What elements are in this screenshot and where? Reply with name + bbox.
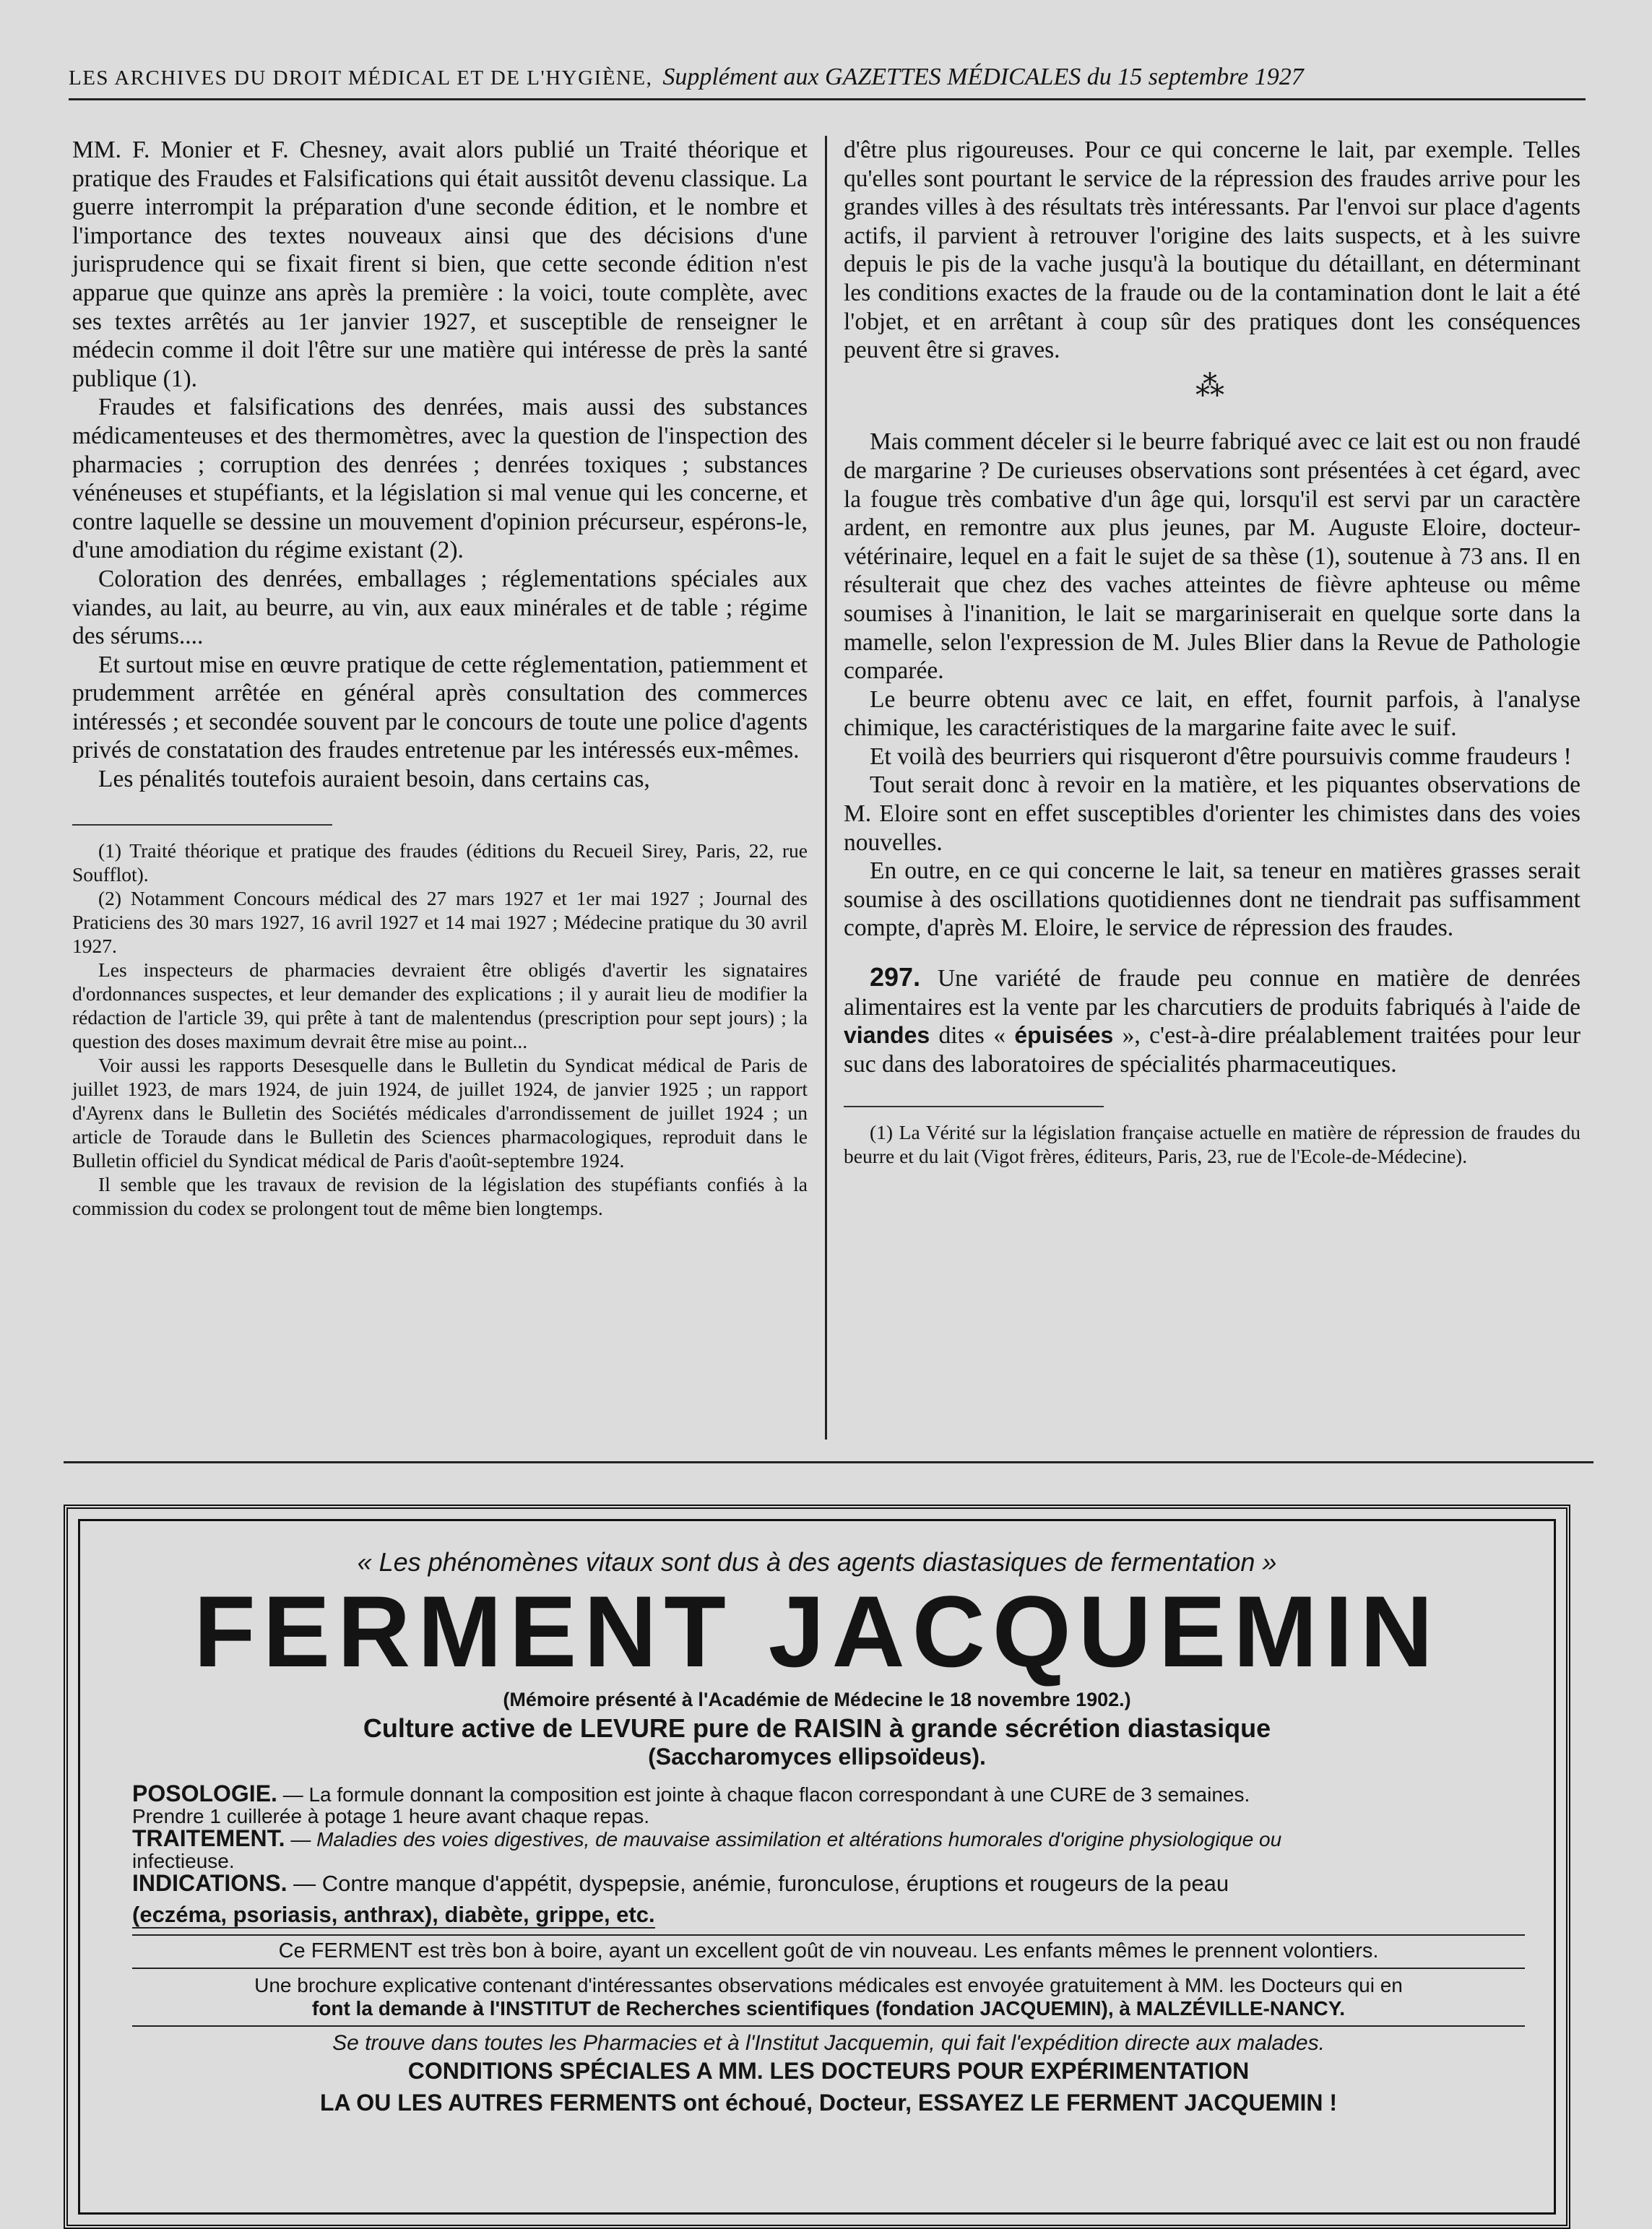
article-297-text-b: dites « [930,1022,1015,1049]
ad-brochure-2: font la demande à l'INSTITUT de Recherches scientifiques (fondation JACQUEMIN), à MALZÉVILLE-NANCY. [311,1997,1346,2020]
footnote-1: (1) Traité théorique et pratique des fraudes (éditions du Recueil Sirey, Paris, 22, rue Soufflot). [72,839,808,886]
ad-posologie [132,1780,1525,1806]
footnote-2-note-b: Voir aussi les rapports Desesquelle dans le Bulletin du Syndicat médical de Paris de juillet 1923, de mars 1924, de juin 1924, de juillet 1924, de janvier 1925 ; un rapport d'Ayrenx dans le Bulletin des Sociétés médicales d'arrondissement de juillet 1924 ; un article de Toraude dans le Bulletin des Sciences pharmacologiques, reproduit dans le Bulletin officiel du Syndicat médical de Paris d'août-septembre 1924. [72,1053,808,1172]
footnote-2-note-a: Les inspecteurs de pharmacies devraient être obligés d'avertir les signataires d'ordonnances suspectes, et leur demander des explications ; il y aurait lieu de modifier la rédaction de l'article 39, qui prête à tant de malentendus (prescription pour sept jours) ; la question des doses maximum devrait être mise au point... [72,958,808,1052]
article-297-text-c: », c'est-à-dire préalablement traitées pour leur suc dans des laboratoires de spécialités pharmaceutiques. [844,1022,1580,1078]
ad-posologie-2: Prendre 1 cuillerée à potage 1 heure avant chaque repas. [132,1805,650,1827]
left-footnotes [72,839,808,1220]
ad-taste-note: Ce FERMENT est très bon à boire, ayant un excellent goût de vin nouveau. Les enfants mêmes le prennent volontiers. [278,1939,1379,1962]
ad-pharmacies: Se trouve dans toutes les Pharmacies et à l'Institut Jacquemin, qui fait l'expédition directe aux malades. [332,2031,1325,2055]
section-separator: ⁂ [1195,369,1229,402]
page-rule [64,1461,1593,1463]
footnote-2-note-c: Il semble que les travaux de revision de la législation des stupéfiants confiés à la commission du codex se prolongent tout de même bien longtemps. [72,1172,808,1219]
ad-indications-2 [132,1904,1525,1926]
column-divider [825,136,827,1440]
posologie-label: POSOLOGIE. [132,1780,277,1806]
footnote-rule [72,824,332,826]
ad-final: LA OU LES AUTRES FERMENTS ont échoué, Docteur, ESSAYEZ LE FERMENT JACQUEMIN ! [319,2090,1338,2116]
supplement-title: Supplément aux GAZETTES MÉDICALES du 15 septembre 1927 [662,64,1304,90]
article-297 [844,963,1580,1078]
ad-divider-3 [132,2025,1525,2027]
right-paragraph-5: Tout serait donc à revoir en la matière, et les piquantes observations de M. Eloire sont en effet susceptibles d'orienter les chimistes dans des voies nouvelles. [844,771,1580,856]
ad-indications [132,1872,1525,1895]
right-column [844,136,1580,1168]
indications-text: — Contre manque d'appétit, dyspepsie, anémie, furonculose, éruptions et rougeurs de la peau [287,1871,1229,1896]
footnote-rule [844,1106,1104,1107]
ad-culture: Culture active de LEVURE pure de RAISIN à grande sécrétion diastasique [363,1713,1271,1743]
left-column [72,136,808,1220]
article-number: 297. [870,962,921,992]
posologie-text: — La formule donnant la composition est jointe à chaque flacon correspondant à une CURE de 3 semaines. [277,1783,1250,1806]
article-297-text-a: Une variété de fraude peu connue en matière de denrées alimentaires est la vente par les charcutiers de produits fabriqués à l'aide de [844,965,1580,1021]
footnote-2: (2) Notamment Concours médical des 27 mars 1927 et 1er mai 1927 ; Journal des Praticiens des 30 mars 1927, 16 avril 1927 et 14 mai 1927 ; Médecine pratique du 30 avril 1927. [72,886,808,957]
ad-slogan: « Les phénomènes vitaux sont dus à des agents diastasiques de fermentation » [357,1547,1277,1577]
indications-label: INDICATIONS. [132,1870,287,1896]
footnote-eloire: (1) La Vérité sur la législation française actuelle en matière de répression de fraudes du beurre et du lait (Vigot frères, éditeurs, Paris, 23, rue de l'Ecole-de-Médecine). [844,1121,1580,1168]
ad-traitement-2: infectieuse. [132,1850,235,1872]
ad-traitement [132,1827,1525,1851]
left-paragraph-4: Et surtout mise en œuvre pratique de cette réglementation, patiemment et prudemment arrêtée en général après consultation des commerces intéressés ; et secondée souvent par le concours de toute une police d'agents privés de constatation des fraudes entretenue par les intéressés eux-mêmes. [72,651,808,764]
right-paragraph-3: Le beurre obtenu avec ce lait, en effet, fournit parfois, à l'analyse chimique, les caractéristiques de la margarine faite avec le suif. [844,685,1580,742]
keyword-viandes: viandes [844,1022,930,1049]
right-paragraph-1: d'être plus rigoureuses. Pour ce qui concerne le lait, par exemple. Telles qu'elles sont pourtant le service de la répression des fraudes arrive pour les grandes villes à des résultats très intéressants. Par l'envoi sur place d'agents actifs, il parvient à retrouver l'origine des laits suspects, et à les suivre depuis le pis de la vache jusqu'à la boutique du détaillant, en déterminant les conditions exactes de la fraude ou de la contamination dont le lait a été l'objet, et en arrêtant à coup sûr des pratiques dont les conséquences peuvent être si graves. [844,137,1580,364]
traitement-text: — Maladies des voies digestives, de mauvaise assimilation et altérations humorales d'origine physiologique ou [285,1828,1282,1851]
right-footnotes [844,1120,1580,1168]
journal-title: LES ARCHIVES DU DROIT MÉDICAL ET DE L'HYGIÈNE, [69,66,653,90]
ad-conditions: CONDITIONS SPÉCIALES A MM. LES DOCTEURS POUR EXPÉRIMENTATION [407,2058,1250,2084]
left-paragraph-5: Les pénalités toutefois auraient besoin, dans certains cas, [98,766,650,793]
advertisement [64,1505,1570,2229]
ad-frame [78,1519,1556,2215]
right-paragraph-4: Et voilà des beurriers qui risqueront d'être poursuivis comme fraudeurs ! [870,743,1572,770]
left-paragraph-1: MM. F. Monier et F. Chesney, avait alors publié un Traité théorique et pratique des Fraudes et Falsifications qui était aussitôt devenu classique. La guerre interrompit la préparation d'une seconde édition, et le nombre et l'importance des textes nouveaux ainsi que des décisions d'une jurisprudence qui se fixait firent si bien, que cette seconde édition n'est apparue que quinze ans après la première : la voici, toute complète, avec ses textes arrêtés au 1er janvier 1927, et susceptible de renseigner le médecin comme il doit l'être sur une matière qui intéresse de près la santé publique (1). [72,137,808,392]
traitement-label: TRAITEMENT. [132,1825,285,1851]
ad-divider-2 [132,1968,1525,1969]
left-paragraph-2: Fraudes et falsifications des denrées, mais aussi des substances médicamenteuses et des thermomètres, avec la question de l'inspection des pharmacies ; corruption des denrées ; denrées toxiques ; substances vénéneuses et stupéfiants, et la législation si mal venue qui les concerne, et contre laquelle se dessine un mouvement d'opinion précurseur, espérons-le, d'une amodiation du régime existant (2). [72,394,808,564]
ad-brochure-1: Une brochure explicative contenant d'intéressantes observations médicales est envoyée gratuitement à MM. les Docteurs qui en [254,1974,1403,1996]
left-paragraph-3: Coloration des denrées, emballages ; réglementations spéciales aux viandes, au lait, au beurre, au vin, aux eaux minérales et de table ; régime des sérums.... [72,565,808,650]
ad-brand: FERMENT JACQUEMIN [194,1575,1440,1688]
indications-text-2: (eczéma, psoriasis, anthrax), diabète, grippe, etc. [132,1902,655,1927]
keyword-epuisees: épuisées [1014,1022,1114,1049]
ad-memo: (Mémoire présenté à l'Académie de Médecine le 18 novembre 1902.) [503,1689,1131,1710]
ad-divider-1 [132,1934,1525,1936]
ad-species: (Saccharomyces ellipsoïdeus). [648,1744,986,1770]
running-header [69,64,1586,100]
right-paragraph-2: Mais comment déceler si le beurre fabriqué avec ce lait est ou non fraudé de margarine ? De curieuses observations sont présentées à cet égard, avec la fougue très combative d'un âge qui, lorsqu'il est servi par un caractère ardent, en remontre aux plus jeunes, par M. Auguste Eloire, docteur-vétérinaire, lequel en a fait le sujet de sa thèse (1), soutenue à 73 ans. Il en résulterait que chez des vaches atteintes de fièvre aphteuse ou même soumises à l'inanition, le lait se margariniserait en quelque sorte dans la mamelle, selon l'expression de M. Jules Blier dans la Revue de Pathologie comparée. [844,428,1580,685]
right-paragraph-6: En outre, en ce qui concerne le lait, sa teneur en matières grasses serait soumise à des oscillations quotidiennes dont ne tiendrait pas suffisamment compte, d'après M. Eloire, le service de répression des fraudes. [844,857,1580,942]
